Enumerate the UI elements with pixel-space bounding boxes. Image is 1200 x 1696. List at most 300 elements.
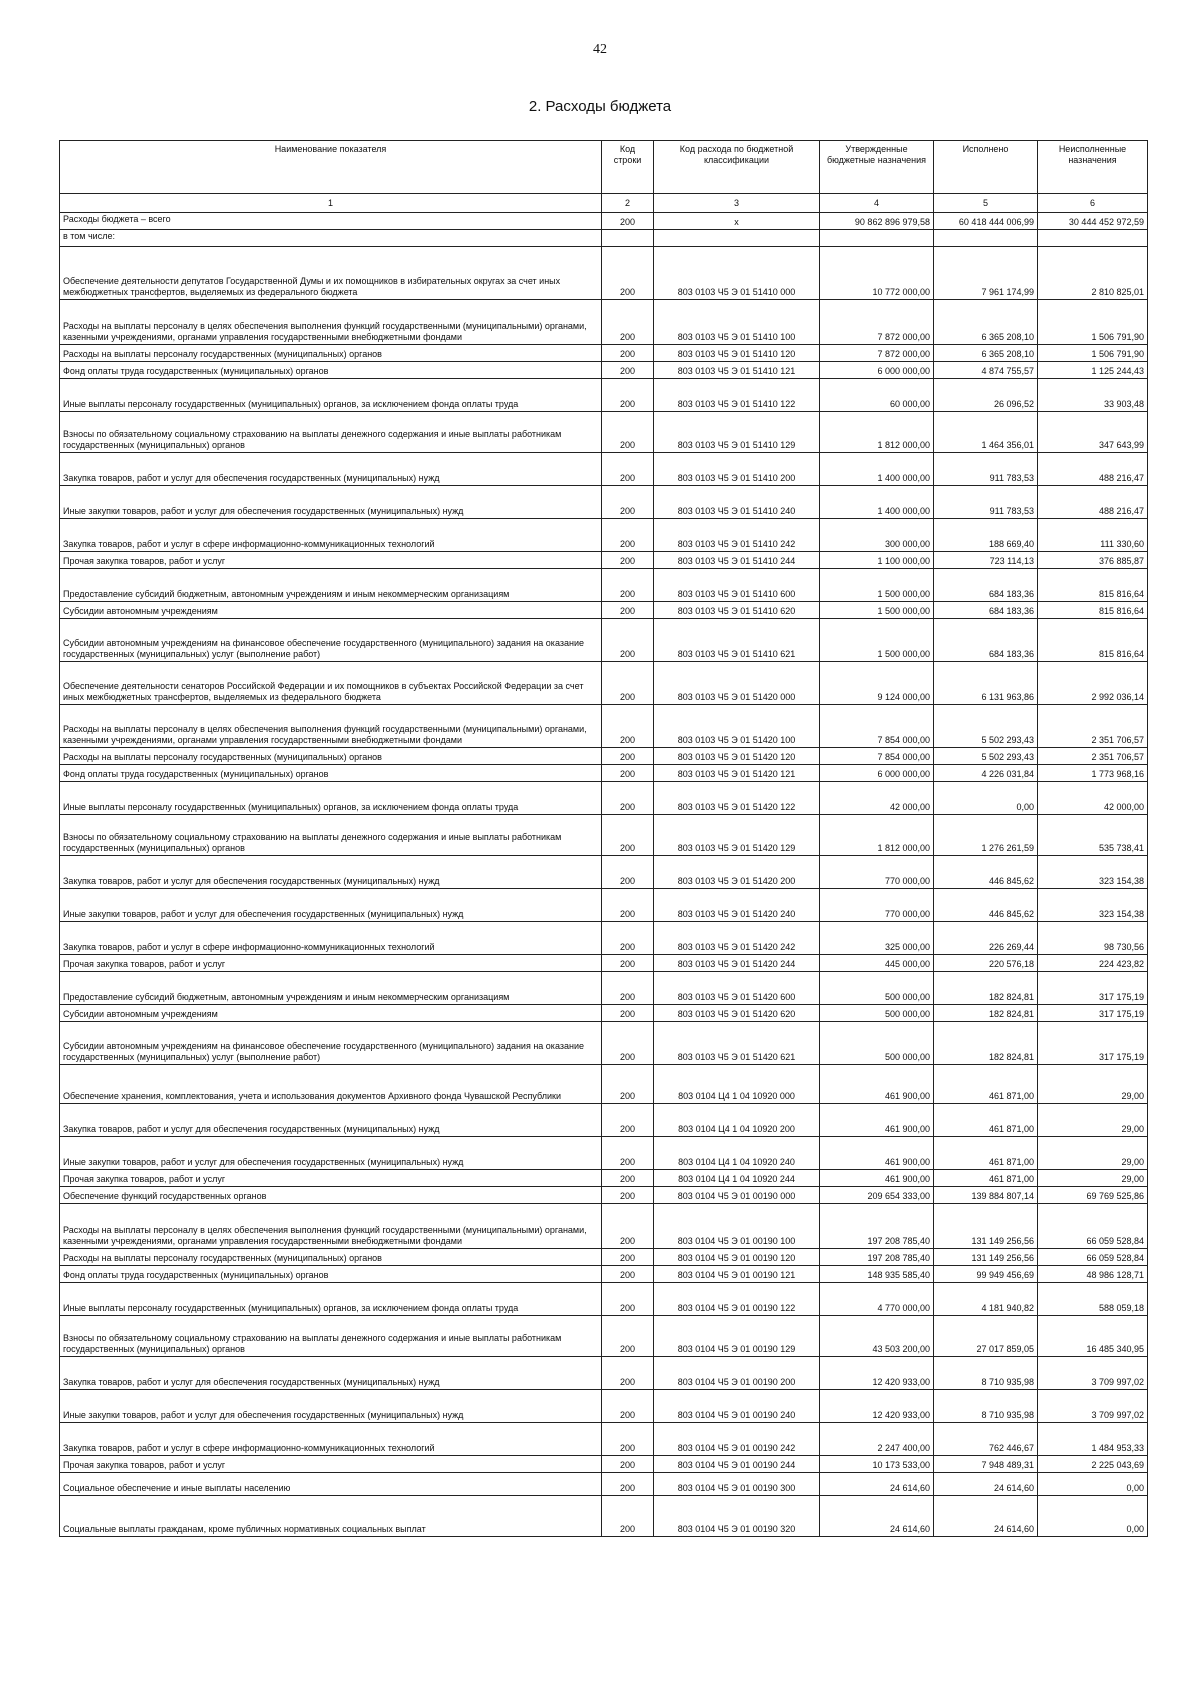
row-name: Взносы по обязательному социальному страхованию на выплаты денежного содержания и иные выплаты работникам государственных (муниципальных) органов bbox=[60, 1316, 602, 1357]
including-label: в том числе: bbox=[60, 230, 602, 247]
row-approved: 6 000 000,00 bbox=[820, 362, 934, 379]
row-line-code: 200 bbox=[602, 1249, 654, 1266]
row-line-code: 200 bbox=[602, 1390, 654, 1423]
table-row bbox=[60, 1249, 1148, 1266]
total-budget-code: x bbox=[654, 213, 820, 230]
row-unexecuted: 29,00 bbox=[1038, 1104, 1148, 1137]
total-name: Расходы бюджета – всего bbox=[60, 213, 602, 230]
row-line-code: 200 bbox=[602, 705, 654, 748]
row-name: Иные выплаты персоналу государственных (муниципальных) органов, за исключением фонда оплаты труда bbox=[60, 1283, 602, 1316]
row-name: Закупка товаров, работ и услуг для обеспечения государственных (муниципальных) нужд bbox=[60, 453, 602, 486]
row-approved: 10 173 533,00 bbox=[820, 1456, 934, 1473]
row-name: Взносы по обязательному социальному страхованию на выплаты денежного содержания и иные выплаты работникам государственных (муниципальных) органов bbox=[60, 412, 602, 453]
row-approved: 1 812 000,00 bbox=[820, 412, 934, 453]
row-executed: 220 576,18 bbox=[934, 955, 1038, 972]
table-row bbox=[60, 748, 1148, 765]
row-budget-code: 803 0103 Ч5 Э 01 51420 620 bbox=[654, 1005, 820, 1022]
row-unexecuted: 1 125 244,43 bbox=[1038, 362, 1148, 379]
row-unexecuted: 376 885,87 bbox=[1038, 552, 1148, 569]
row-executed: 27 017 859,05 bbox=[934, 1316, 1038, 1357]
row-name: Фонд оплаты труда государственных (муниципальных) органов bbox=[60, 362, 602, 379]
row-budget-code: 803 0103 Ч5 Э 01 51410 244 bbox=[654, 552, 820, 569]
row-line-code: 200 bbox=[602, 1283, 654, 1316]
row-approved: 461 900,00 bbox=[820, 1065, 934, 1104]
header-unexecuted: Неисполненные назначения bbox=[1038, 141, 1148, 194]
row-name: Фонд оплаты труда государственных (муниципальных) органов bbox=[60, 765, 602, 782]
row-executed: 6 365 208,10 bbox=[934, 345, 1038, 362]
row-executed: 461 871,00 bbox=[934, 1170, 1038, 1187]
row-line-code: 200 bbox=[602, 247, 654, 300]
row-executed: 139 884 807,14 bbox=[934, 1187, 1038, 1204]
row-budget-code: 803 0104 Ч5 Э 01 00190 000 bbox=[654, 1187, 820, 1204]
header-executed: Исполнено bbox=[934, 141, 1038, 194]
row-name: Закупка товаров, работ и услуг в сфере информационно-коммуникационных технологий bbox=[60, 1423, 602, 1456]
table-row bbox=[60, 619, 1148, 662]
row-approved: 60 000,00 bbox=[820, 379, 934, 412]
table-row bbox=[60, 856, 1148, 889]
row-unexecuted: 3 709 997,02 bbox=[1038, 1390, 1148, 1423]
row-budget-code: 803 0103 Ч5 Э 01 51420 121 bbox=[654, 765, 820, 782]
row-line-code: 200 bbox=[602, 569, 654, 602]
row-approved: 24 614,60 bbox=[820, 1473, 934, 1496]
row-budget-code: 803 0104 Ц4 1 04 10920 200 bbox=[654, 1104, 820, 1137]
row-unexecuted: 66 059 528,84 bbox=[1038, 1249, 1148, 1266]
including-row bbox=[60, 230, 1148, 247]
table-row bbox=[60, 1137, 1148, 1170]
table-row bbox=[60, 1022, 1148, 1065]
row-name: Прочая закупка товаров, работ и услуг bbox=[60, 1456, 602, 1473]
expenses-table bbox=[59, 140, 1148, 1537]
table-row bbox=[60, 1423, 1148, 1456]
table-row bbox=[60, 453, 1148, 486]
table-row bbox=[60, 1473, 1148, 1496]
row-approved: 6 000 000,00 bbox=[820, 765, 934, 782]
row-approved: 1 500 000,00 bbox=[820, 602, 934, 619]
row-line-code: 200 bbox=[602, 1005, 654, 1022]
row-budget-code: 803 0104 Ч5 Э 01 00190 129 bbox=[654, 1316, 820, 1357]
row-executed: 188 669,40 bbox=[934, 519, 1038, 552]
row-unexecuted: 1 484 953,33 bbox=[1038, 1423, 1148, 1456]
row-name: Субсидии автономным учреждениям на финансовое обеспечение государственного (муниципального) задания на оказание государственных (муниципальных) услуг (выполнение работ) bbox=[60, 619, 602, 662]
row-name: Прочая закупка товаров, работ и услуг bbox=[60, 1170, 602, 1187]
row-budget-code: 803 0103 Ч5 Э 01 51410 240 bbox=[654, 486, 820, 519]
header-indicator-name: Наименование показателя bbox=[60, 141, 602, 194]
row-line-code: 200 bbox=[602, 1357, 654, 1390]
table-row bbox=[60, 705, 1148, 748]
row-unexecuted: 2 351 706,57 bbox=[1038, 705, 1148, 748]
row-unexecuted: 535 738,41 bbox=[1038, 815, 1148, 856]
row-unexecuted: 66 059 528,84 bbox=[1038, 1204, 1148, 1249]
row-approved: 770 000,00 bbox=[820, 889, 934, 922]
row-budget-code: 803 0103 Ч5 Э 01 51410 129 bbox=[654, 412, 820, 453]
row-name: Субсидии автономным учреждениям bbox=[60, 602, 602, 619]
row-unexecuted: 2 351 706,57 bbox=[1038, 748, 1148, 765]
row-executed: 0,00 bbox=[934, 782, 1038, 815]
row-budget-code: 803 0104 Ч5 Э 01 00190 120 bbox=[654, 1249, 820, 1266]
table-row bbox=[60, 1065, 1148, 1104]
row-unexecuted: 488 216,47 bbox=[1038, 486, 1148, 519]
row-line-code: 200 bbox=[602, 1170, 654, 1187]
row-name: Расходы на выплаты персоналу государственных (муниципальных) органов bbox=[60, 1249, 602, 1266]
header-approved: Утвержденные бюджетные назначения bbox=[820, 141, 934, 194]
row-executed: 461 871,00 bbox=[934, 1065, 1038, 1104]
row-line-code: 200 bbox=[602, 1137, 654, 1170]
row-unexecuted: 323 154,38 bbox=[1038, 856, 1148, 889]
row-approved: 43 503 200,00 bbox=[820, 1316, 934, 1357]
row-unexecuted: 2 810 825,01 bbox=[1038, 247, 1148, 300]
row-executed: 5 502 293,43 bbox=[934, 748, 1038, 765]
row-name: Социальное обеспечение и иные выплаты населению bbox=[60, 1473, 602, 1496]
table-row bbox=[60, 1357, 1148, 1390]
row-budget-code: 803 0103 Ч5 Э 01 51420 244 bbox=[654, 955, 820, 972]
table-row bbox=[60, 1204, 1148, 1249]
row-name: Иные закупки товаров, работ и услуг для обеспечения государственных (муниципальных) нужд bbox=[60, 889, 602, 922]
row-budget-code: 803 0103 Ч5 Э 01 51420 600 bbox=[654, 972, 820, 1005]
row-line-code: 200 bbox=[602, 662, 654, 705]
row-executed: 762 446,67 bbox=[934, 1423, 1038, 1456]
row-budget-code: 803 0103 Ч5 Э 01 51420 242 bbox=[654, 922, 820, 955]
row-name: Взносы по обязательному социальному страхованию на выплаты денежного содержания и иные выплаты работникам государственных (муниципальных) органов bbox=[60, 815, 602, 856]
row-unexecuted: 317 175,19 bbox=[1038, 972, 1148, 1005]
column-number-row bbox=[60, 194, 1148, 213]
row-line-code: 200 bbox=[602, 1456, 654, 1473]
row-unexecuted: 317 175,19 bbox=[1038, 1005, 1148, 1022]
row-budget-code: 803 0104 Ч5 Э 01 00190 244 bbox=[654, 1456, 820, 1473]
row-name: Расходы на выплаты персоналу государственных (муниципальных) органов bbox=[60, 345, 602, 362]
row-executed: 131 149 256,56 bbox=[934, 1204, 1038, 1249]
row-executed: 5 502 293,43 bbox=[934, 705, 1038, 748]
row-name: Обеспечение деятельности депутатов Государственной Думы и их помощников в избирательных округах за счет иных межбюджетных трансфертов, выделяемых из федерального бюджета bbox=[60, 247, 602, 300]
row-budget-code: 803 0103 Ч5 Э 01 51410 621 bbox=[654, 619, 820, 662]
row-approved: 197 208 785,40 bbox=[820, 1204, 934, 1249]
total-row bbox=[60, 213, 1148, 230]
row-executed: 8 710 935,98 bbox=[934, 1390, 1038, 1423]
row-line-code: 200 bbox=[602, 1187, 654, 1204]
row-executed: 4 226 031,84 bbox=[934, 765, 1038, 782]
row-line-code: 200 bbox=[602, 782, 654, 815]
row-budget-code: 803 0103 Ч5 Э 01 51420 100 bbox=[654, 705, 820, 748]
row-approved: 461 900,00 bbox=[820, 1104, 934, 1137]
row-budget-code: 803 0103 Ч5 Э 01 51420 122 bbox=[654, 782, 820, 815]
row-budget-code: 803 0103 Ч5 Э 01 51420 129 bbox=[654, 815, 820, 856]
table-row bbox=[60, 602, 1148, 619]
row-unexecuted: 48 986 128,71 bbox=[1038, 1266, 1148, 1283]
row-approved: 1 812 000,00 bbox=[820, 815, 934, 856]
row-budget-code: 803 0103 Ч5 Э 01 51420 240 bbox=[654, 889, 820, 922]
row-executed: 4 181 940,82 bbox=[934, 1283, 1038, 1316]
row-line-code: 200 bbox=[602, 1473, 654, 1496]
row-budget-code: 803 0103 Ч5 Э 01 51410 100 bbox=[654, 300, 820, 345]
row-unexecuted: 69 769 525,86 bbox=[1038, 1187, 1148, 1204]
row-approved: 12 420 933,00 bbox=[820, 1357, 934, 1390]
row-name: Обеспечение деятельности сенаторов Российской Федерации и их помощников в субъектах Российской Федерации за счет иных межбюджетных трансфертов, выделяемых из федерального бюджета bbox=[60, 662, 602, 705]
row-name: Расходы на выплаты персоналу в целях обеспечения выполнения функций государственными (муниципальными) органами, казенными учреждениями, органами управления государственными внебюджетными фондами bbox=[60, 1204, 602, 1249]
row-budget-code: 803 0103 Ч5 Э 01 51420 200 bbox=[654, 856, 820, 889]
row-budget-code: 803 0103 Ч5 Э 01 51410 620 bbox=[654, 602, 820, 619]
row-line-code: 200 bbox=[602, 856, 654, 889]
total-unexecuted: 30 444 452 972,59 bbox=[1038, 213, 1148, 230]
row-executed: 6 131 963,86 bbox=[934, 662, 1038, 705]
row-name: Закупка товаров, работ и услуг в сфере информационно-коммуникационных технологий bbox=[60, 519, 602, 552]
row-line-code: 200 bbox=[602, 519, 654, 552]
page-title: 2. Расходы бюджета bbox=[528, 98, 672, 115]
table-row bbox=[60, 972, 1148, 1005]
row-name: Расходы на выплаты персоналу в целях обеспечения выполнения функций государственными (муниципальными) органами, казенными учреждениями, органами управления государственными внебюджетными фондами bbox=[60, 300, 602, 345]
row-executed: 684 183,36 bbox=[934, 569, 1038, 602]
row-unexecuted: 16 485 340,95 bbox=[1038, 1316, 1148, 1357]
table-row bbox=[60, 412, 1148, 453]
table-row bbox=[60, 815, 1148, 856]
row-budget-code: 803 0103 Ч5 Э 01 51410 242 bbox=[654, 519, 820, 552]
row-unexecuted: 815 816,64 bbox=[1038, 569, 1148, 602]
row-approved: 148 935 585,40 bbox=[820, 1266, 934, 1283]
row-unexecuted: 2 992 036,14 bbox=[1038, 662, 1148, 705]
row-name: Обеспечение функций государственных органов bbox=[60, 1187, 602, 1204]
row-line-code: 200 bbox=[602, 889, 654, 922]
row-name: Социальные выплаты гражданам, кроме публичных нормативных социальных выплат bbox=[60, 1496, 602, 1537]
row-unexecuted: 1 506 791,90 bbox=[1038, 345, 1148, 362]
row-budget-code: 803 0103 Ч5 Э 01 51420 000 bbox=[654, 662, 820, 705]
row-budget-code: 803 0103 Ч5 Э 01 51410 200 bbox=[654, 453, 820, 486]
row-name: Иные выплаты персоналу государственных (муниципальных) органов, за исключением фонда оплаты труда bbox=[60, 379, 602, 412]
row-name: Субсидии автономным учреждениям bbox=[60, 1005, 602, 1022]
table-row bbox=[60, 345, 1148, 362]
row-budget-code: 803 0104 Ч5 Э 01 00190 122 bbox=[654, 1283, 820, 1316]
row-executed: 461 871,00 bbox=[934, 1104, 1038, 1137]
row-executed: 1 464 356,01 bbox=[934, 412, 1038, 453]
table-row bbox=[60, 889, 1148, 922]
row-approved: 197 208 785,40 bbox=[820, 1249, 934, 1266]
table-body bbox=[60, 213, 1148, 1537]
row-line-code: 200 bbox=[602, 552, 654, 569]
row-line-code: 200 bbox=[602, 765, 654, 782]
row-executed: 24 614,60 bbox=[934, 1496, 1038, 1537]
row-approved: 2 247 400,00 bbox=[820, 1423, 934, 1456]
table-row bbox=[60, 569, 1148, 602]
row-budget-code: 803 0104 Ч5 Э 01 00190 200 bbox=[654, 1357, 820, 1390]
table-row bbox=[60, 922, 1148, 955]
column-number: 6 bbox=[1038, 194, 1148, 213]
row-executed: 446 845,62 bbox=[934, 856, 1038, 889]
row-executed: 24 614,60 bbox=[934, 1473, 1038, 1496]
column-number: 4 bbox=[820, 194, 934, 213]
row-unexecuted: 111 330,60 bbox=[1038, 519, 1148, 552]
row-line-code: 200 bbox=[602, 1423, 654, 1456]
table-row bbox=[60, 782, 1148, 815]
row-unexecuted: 0,00 bbox=[1038, 1473, 1148, 1496]
row-line-code: 200 bbox=[602, 453, 654, 486]
row-executed: 8 710 935,98 bbox=[934, 1357, 1038, 1390]
row-executed: 461 871,00 bbox=[934, 1137, 1038, 1170]
row-budget-code: 803 0104 Ц4 1 04 10920 244 bbox=[654, 1170, 820, 1187]
row-line-code: 200 bbox=[602, 345, 654, 362]
row-name: Расходы на выплаты персоналу государственных (муниципальных) органов bbox=[60, 748, 602, 765]
row-approved: 300 000,00 bbox=[820, 519, 934, 552]
row-line-code: 200 bbox=[602, 922, 654, 955]
row-line-code: 200 bbox=[602, 748, 654, 765]
row-budget-code: 803 0103 Ч5 Э 01 51410 000 bbox=[654, 247, 820, 300]
row-approved: 1 400 000,00 bbox=[820, 486, 934, 519]
table-row bbox=[60, 1005, 1148, 1022]
total-line-code: 200 bbox=[602, 213, 654, 230]
row-executed: 911 783,53 bbox=[934, 453, 1038, 486]
row-approved: 500 000,00 bbox=[820, 1005, 934, 1022]
row-name: Обеспечение хранения, комплектования, учета и использования документов Архивного фонда Чувашской Республики bbox=[60, 1065, 602, 1104]
row-approved: 461 900,00 bbox=[820, 1137, 934, 1170]
row-executed: 99 949 456,69 bbox=[934, 1266, 1038, 1283]
column-number: 2 bbox=[602, 194, 654, 213]
row-approved: 7 872 000,00 bbox=[820, 345, 934, 362]
row-unexecuted: 2 225 043,69 bbox=[1038, 1456, 1148, 1473]
header-row bbox=[60, 141, 1148, 194]
row-approved: 325 000,00 bbox=[820, 922, 934, 955]
table-row bbox=[60, 300, 1148, 345]
table-row bbox=[60, 1316, 1148, 1357]
table-row bbox=[60, 1390, 1148, 1423]
row-line-code: 200 bbox=[602, 1065, 654, 1104]
row-budget-code: 803 0103 Ч5 Э 01 51410 600 bbox=[654, 569, 820, 602]
row-line-code: 200 bbox=[602, 300, 654, 345]
row-budget-code: 803 0104 Ч5 Э 01 00190 320 bbox=[654, 1496, 820, 1537]
header-line-code: Код строки bbox=[602, 141, 654, 194]
table-row bbox=[60, 1283, 1148, 1316]
row-executed: 7 961 174,99 bbox=[934, 247, 1038, 300]
row-approved: 770 000,00 bbox=[820, 856, 934, 889]
row-line-code: 200 bbox=[602, 619, 654, 662]
row-name: Расходы на выплаты персоналу в целях обеспечения выполнения функций государственными (муниципальными) органами, казенными учреждениями, органами управления государственными внебюджетными фондами bbox=[60, 705, 602, 748]
row-budget-code: 803 0104 Ц4 1 04 10920 000 bbox=[654, 1065, 820, 1104]
row-executed: 4 874 755,57 bbox=[934, 362, 1038, 379]
table-row bbox=[60, 362, 1148, 379]
row-line-code: 200 bbox=[602, 1316, 654, 1357]
row-executed: 684 183,36 bbox=[934, 602, 1038, 619]
row-executed: 1 276 261,59 bbox=[934, 815, 1038, 856]
row-unexecuted: 347 643,99 bbox=[1038, 412, 1148, 453]
row-approved: 1 100 000,00 bbox=[820, 552, 934, 569]
row-executed: 131 149 256,56 bbox=[934, 1249, 1038, 1266]
row-executed: 26 096,52 bbox=[934, 379, 1038, 412]
row-approved: 1 500 000,00 bbox=[820, 619, 934, 662]
row-approved: 500 000,00 bbox=[820, 1022, 934, 1065]
row-budget-code: 803 0104 Ч5 Э 01 00190 121 bbox=[654, 1266, 820, 1283]
table-row bbox=[60, 1187, 1148, 1204]
row-line-code: 200 bbox=[602, 815, 654, 856]
row-name: Прочая закупка товаров, работ и услуг bbox=[60, 955, 602, 972]
row-approved: 209 654 333,00 bbox=[820, 1187, 934, 1204]
row-unexecuted: 224 423,82 bbox=[1038, 955, 1148, 972]
row-line-code: 200 bbox=[602, 1266, 654, 1283]
row-approved: 7 872 000,00 bbox=[820, 300, 934, 345]
row-unexecuted: 488 216,47 bbox=[1038, 453, 1148, 486]
row-unexecuted: 29,00 bbox=[1038, 1065, 1148, 1104]
table-row bbox=[60, 1104, 1148, 1137]
row-approved: 1 500 000,00 bbox=[820, 569, 934, 602]
row-executed: 911 783,53 bbox=[934, 486, 1038, 519]
table-row bbox=[60, 1266, 1148, 1283]
row-approved: 10 772 000,00 bbox=[820, 247, 934, 300]
row-approved: 461 900,00 bbox=[820, 1170, 934, 1187]
row-approved: 1 400 000,00 bbox=[820, 453, 934, 486]
table-row bbox=[60, 379, 1148, 412]
table-row bbox=[60, 662, 1148, 705]
row-executed: 446 845,62 bbox=[934, 889, 1038, 922]
row-executed: 182 824,81 bbox=[934, 1005, 1038, 1022]
row-line-code: 200 bbox=[602, 1496, 654, 1537]
header-budget-code: Код расхода по бюджетной классификации bbox=[654, 141, 820, 194]
row-unexecuted: 98 730,56 bbox=[1038, 922, 1148, 955]
column-number: 3 bbox=[654, 194, 820, 213]
row-budget-code: 803 0104 Ч5 Э 01 00190 300 bbox=[654, 1473, 820, 1496]
total-approved: 90 862 896 979,58 bbox=[820, 213, 934, 230]
row-unexecuted: 0,00 bbox=[1038, 1496, 1148, 1537]
row-unexecuted: 29,00 bbox=[1038, 1170, 1148, 1187]
row-executed: 7 948 489,31 bbox=[934, 1456, 1038, 1473]
table-row bbox=[60, 486, 1148, 519]
row-unexecuted: 317 175,19 bbox=[1038, 1022, 1148, 1065]
row-line-code: 200 bbox=[602, 379, 654, 412]
row-name: Фонд оплаты труда государственных (муниципальных) органов bbox=[60, 1266, 602, 1283]
table-row bbox=[60, 519, 1148, 552]
row-line-code: 200 bbox=[602, 1204, 654, 1249]
table-row bbox=[60, 765, 1148, 782]
table-row bbox=[60, 552, 1148, 569]
row-name: Закупка товаров, работ и услуг для обеспечения государственных (муниципальных) нужд bbox=[60, 1357, 602, 1390]
row-unexecuted: 588 059,18 bbox=[1038, 1283, 1148, 1316]
row-name: Иные закупки товаров, работ и услуг для обеспечения государственных (муниципальных) нужд bbox=[60, 1390, 602, 1423]
row-line-code: 200 bbox=[602, 412, 654, 453]
row-line-code: 200 bbox=[602, 1104, 654, 1137]
row-unexecuted: 1 506 791,90 bbox=[1038, 300, 1148, 345]
column-number: 1 bbox=[60, 194, 602, 213]
row-budget-code: 803 0103 Ч5 Э 01 51420 621 bbox=[654, 1022, 820, 1065]
page-number: 42 bbox=[593, 42, 607, 57]
row-line-code: 200 bbox=[602, 972, 654, 1005]
row-executed: 182 824,81 bbox=[934, 1022, 1038, 1065]
row-budget-code: 803 0104 Ч5 Э 01 00190 240 bbox=[654, 1390, 820, 1423]
row-name: Закупка товаров, работ и услуг в сфере информационно-коммуникационных технологий bbox=[60, 922, 602, 955]
row-budget-code: 803 0104 Ц4 1 04 10920 240 bbox=[654, 1137, 820, 1170]
row-executed: 6 365 208,10 bbox=[934, 300, 1038, 345]
row-unexecuted: 33 903,48 bbox=[1038, 379, 1148, 412]
row-name: Иные закупки товаров, работ и услуг для обеспечения государственных (муниципальных) нужд bbox=[60, 486, 602, 519]
row-budget-code: 803 0103 Ч5 Э 01 51410 120 bbox=[654, 345, 820, 362]
row-approved: 445 000,00 bbox=[820, 955, 934, 972]
table-row bbox=[60, 247, 1148, 300]
row-line-code: 200 bbox=[602, 362, 654, 379]
row-line-code: 200 bbox=[602, 1022, 654, 1065]
row-unexecuted: 1 773 968,16 bbox=[1038, 765, 1148, 782]
row-name: Закупка товаров, работ и услуг для обеспечения государственных (муниципальных) нужд bbox=[60, 1104, 602, 1137]
row-name: Прочая закупка товаров, работ и услуг bbox=[60, 552, 602, 569]
row-unexecuted: 29,00 bbox=[1038, 1137, 1148, 1170]
row-approved: 7 854 000,00 bbox=[820, 705, 934, 748]
row-line-code: 200 bbox=[602, 486, 654, 519]
table-row bbox=[60, 1170, 1148, 1187]
row-approved: 42 000,00 bbox=[820, 782, 934, 815]
row-budget-code: 803 0103 Ч5 Э 01 51410 121 bbox=[654, 362, 820, 379]
row-unexecuted: 3 709 997,02 bbox=[1038, 1357, 1148, 1390]
row-name: Закупка товаров, работ и услуг для обеспечения государственных (муниципальных) нужд bbox=[60, 856, 602, 889]
row-budget-code: 803 0104 Ч5 Э 01 00190 242 bbox=[654, 1423, 820, 1456]
row-approved: 4 770 000,00 bbox=[820, 1283, 934, 1316]
row-budget-code: 803 0104 Ч5 Э 01 00190 100 bbox=[654, 1204, 820, 1249]
row-executed: 182 824,81 bbox=[934, 972, 1038, 1005]
row-name: Иные выплаты персоналу государственных (муниципальных) органов, за исключением фонда оплаты труда bbox=[60, 782, 602, 815]
table-row bbox=[60, 1496, 1148, 1537]
column-number: 5 bbox=[934, 194, 1038, 213]
row-unexecuted: 42 000,00 bbox=[1038, 782, 1148, 815]
row-approved: 500 000,00 bbox=[820, 972, 934, 1005]
